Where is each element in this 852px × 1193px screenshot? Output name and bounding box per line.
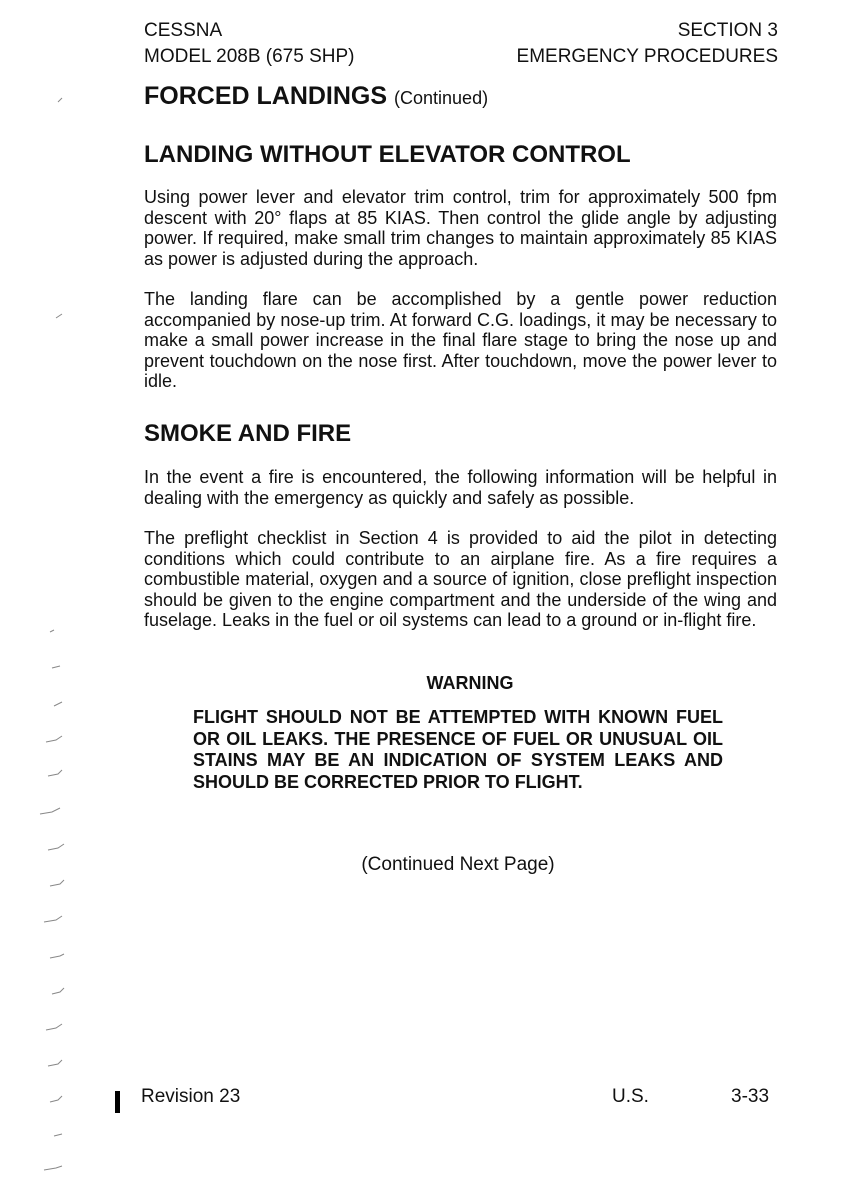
header-section-title: EMERGENCY PROCEDURES xyxy=(516,46,778,67)
forced-landings-title: FORCED LANDINGS xyxy=(144,82,388,110)
landing-without-elevator-para-2: The landing flare can be accomplished by a gentle power reduction accompanied by nose-up trim. At forward C.G. loadings, it may be necessary to make a small power increase in the final flare stage to bring the nose up and prevent touchdown on the nose first. After touchdown, move the power lever to idle. xyxy=(144,289,777,391)
footer-page-number: 3-33 xyxy=(731,1086,770,1107)
header-left xyxy=(144,18,355,70)
forced-landings-heading xyxy=(144,82,488,111)
landing-without-elevator-para-1: Using power lever and elevator trim control, trim for approximately 500 fpm descent with 20° flaps at 85 KIAS. Then control the glide angle by adjusting power. If required, make small trim changes to maintain approximately 85 KIAS as power is adjusted during the approach. xyxy=(144,187,777,269)
warning-title: WARNING xyxy=(426,673,514,693)
forced-landings-continued: (Continued) xyxy=(394,88,489,108)
continued-next-page: (Continued Next Page) xyxy=(361,854,555,875)
footer-region: U.S. xyxy=(612,1086,649,1107)
header-right xyxy=(517,18,778,70)
smoke-and-fire-para-2: The preflight checklist in Section 4 is provided to aid the pilot in detecting conditions which could contribute to an airplane fire. As a fire requires a combustible material, oxygen and a source of ignition, close preflight inspection should be given to the engine compartment and the underside of the wing and fuselage. Leaks in the fuel or oil systems can lead to a ground or in-flight fire. xyxy=(144,528,777,630)
smoke-and-fire-para-1: In the event a fire is encountered, the following information will be helpful in dealing with the emergency as quickly and safely as possible. xyxy=(144,467,777,508)
header-model: MODEL 208B (675 SHP) xyxy=(144,46,355,67)
revision-bar xyxy=(115,1091,120,1113)
smoke-and-fire-heading: SMOKE AND FIRE xyxy=(144,420,352,447)
header-section: SECTION 3 xyxy=(677,20,778,41)
scan-margin-marks xyxy=(0,0,100,1193)
landing-without-elevator-heading: LANDING WITHOUT ELEVATOR CONTROL xyxy=(144,141,631,168)
footer-revision: Revision 23 xyxy=(141,1086,241,1107)
warning-body: FLIGHT SHOULD NOT BE ATTEMPTED WITH KNOWN FUEL OR OIL LEAKS. THE PRESENCE OF FUEL OR UNUSUAL OIL STAINS MAY BE AN INDICATION OF SYSTEM LEAKS AND SHOULD BE CORRECTED PRIOR TO FLIGHT. xyxy=(193,707,723,792)
header-manufacturer: CESSNA xyxy=(144,20,223,41)
